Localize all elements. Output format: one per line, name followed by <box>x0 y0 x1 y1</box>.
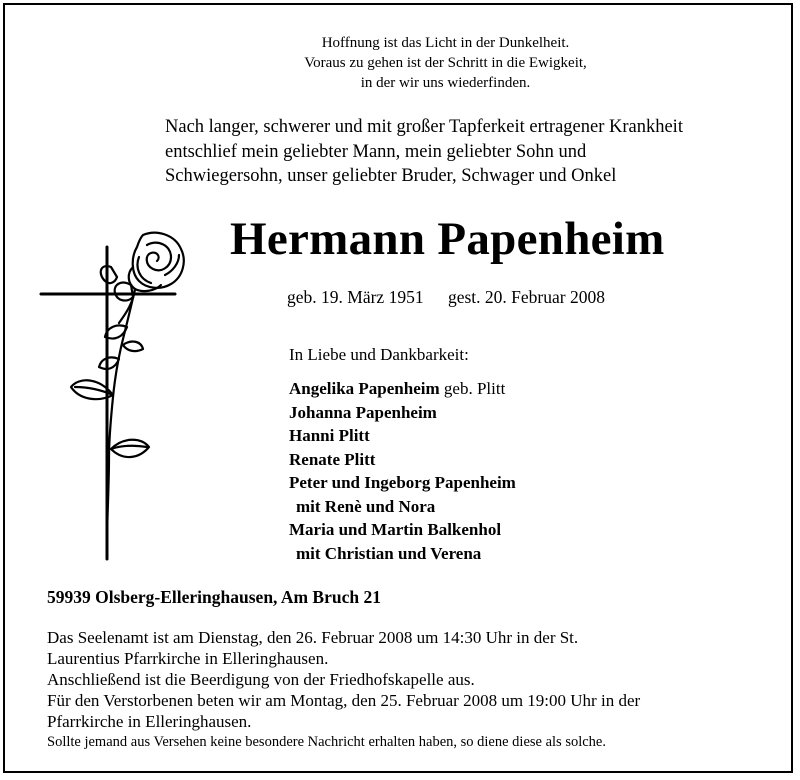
service-info <box>47 627 777 753</box>
family-member: mit Renè und Nora <box>296 496 436 516</box>
intro-line: Schwiegersohn, unser geliebter Bruder, Schwager und Onkel <box>165 166 617 186</box>
family-member: Maria und Martin Balkenhol <box>289 520 502 539</box>
life-dates <box>287 287 605 308</box>
info-line: Pfarrkirche in Elleringhausen. <box>47 712 252 731</box>
obituary-notice <box>3 3 793 773</box>
family-member: Renate Plitt <box>289 449 376 469</box>
family-member: Hanni Plitt <box>289 426 370 445</box>
family-member: Peter und Ingeborg Papenheim <box>289 473 516 492</box>
deceased-name: Hermann Papenheim <box>230 213 665 265</box>
poem-line: Hoffnung ist das Licht in der Dunkelheit. <box>321 35 570 51</box>
intro-line: Nach langer, schwerer und mit großer Tapferkeit ertragener Krankheit <box>165 117 683 137</box>
intro-text <box>165 115 785 189</box>
cross-with-rose-icon <box>35 227 195 567</box>
intro-line: entschlief mein geliebter Mann, mein geliebter Sohn und <box>165 141 587 162</box>
poem <box>5 33 791 93</box>
info-note: Sollte jemand aus Versehen keine besondere Nachricht erhalten haben, so diene diese als solche. <box>47 734 606 750</box>
family-member <box>289 377 516 401</box>
info-line: Laurentius Pfarrkirche in Elleringhausen. <box>47 649 329 668</box>
family-member-name: Angelika Papenheim <box>289 379 440 398</box>
poem-line: in der wir uns wiederfinden. <box>360 75 531 91</box>
death-date: gest. 20. Februar 2008 <box>447 287 605 307</box>
family-member: Johanna Papenheim <box>289 402 437 422</box>
info-line: Für den Verstorbenen beten wir am Montag, den 25. Februar 2008 um 19:00 Uhr in der <box>47 691 641 710</box>
family-member: mit Christian und Verena <box>296 543 482 563</box>
family-list <box>289 377 516 565</box>
info-line: Anschließend ist die Beerdigung von der Friedhofskapelle aus. <box>47 670 475 689</box>
family-address: 59939 Olsberg-Elleringhausen, Am Bruch 21 <box>47 587 381 607</box>
thanks-label: In Liebe und Dankbarkeit: <box>289 345 469 364</box>
info-line: Das Seelenamt ist am Dienstag, den 26. Februar 2008 um 14:30 Uhr in der St. <box>47 628 579 647</box>
poem-line: Voraus zu gehen ist der Schritt in die Ewigkeit, <box>304 55 587 71</box>
family-member-note: geb. Plitt <box>439 379 506 398</box>
birth-date: geb. 19. März 1951 <box>287 287 424 307</box>
